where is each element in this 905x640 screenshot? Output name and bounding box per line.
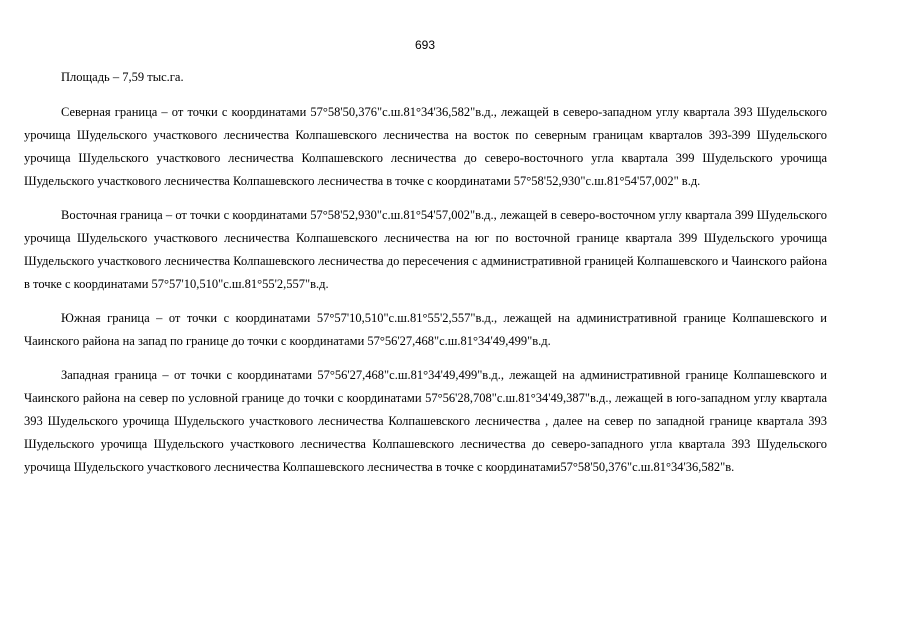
east-boundary-paragraph: Восточная граница – от точки с координатами 57°58'52,930"с.ш.81°54'57,002"в.д., лежащей в северо-восточном углу квартала 399 Шудельского урочища Шудельского участкового лесничества Колпашевского лесничества на юг по восточной границе квартала 399 Шудельского урочища Шудельского участкового лесничества Колпашевского лесничества до пересечения с административной границей Колпашевского и Чаинского района в точке с координатами 57°57'10,510"с.ш.81°55'2,557"в.д. [24, 208, 827, 291]
south-boundary-paragraph: Южная граница – от точки с координатами 57°57'10,510"с.ш.81°55'2,557"в.д., лежащей на административной границе Колпашевского и Чаинского района на запад по границе до точки с координатами 57°56'27,468"с.ш.81°34'49,499"в.д. [24, 311, 827, 348]
page-number: 693 [414, 38, 436, 52]
north-boundary-paragraph: Северная граница – от точки с координатами 57°58'50,376"с.ш.81°34'36,582"в.д., лежащей в северо-западном углу квартала 393 Шудельского урочища Шудельского участкового лесничества Колпашевского лесничества на восток по северным границам кварталов 393-399 Шудельского урочища Шудельского участкового лесничества Колпашевского лесничества до северо-восточного угла квартала 399 Шудельского урочища Шудельского участкового лесничества Колпашевского лесничества в точке с координатами 57°58'52,930"с.ш.81°54'57,002" в.д. [24, 105, 827, 188]
area-statement: Площадь – 7,59 тыс.га. [61, 70, 184, 84]
document-body [24, 66, 827, 490]
west-boundary-paragraph: Западная граница – от точки с координатами 57°56'27,468"с.ш.81°34'49,499"в.д., лежащей на административной границе Колпашевского и Чаинского района на север по условной границе до точки с координатами 57°56'28,708"с.ш.81°34'49,387"в.д., лежащей в юго-западном углу квартала 393 Шудельского урочища Шудельского участкового лесничества Колпашевского лесничества , далее на север по западной границе квартала 393 Шудельского урочища Шудельского участкового лесничества Колпашевского лесничества до северо-западного угла квартала 393 Шудельского урочища Шудельского участкового лесничества Колпашевского лесничества в точке с координатами57°58'50,376"с.ш.81°34'36,582"в. [24, 368, 827, 474]
